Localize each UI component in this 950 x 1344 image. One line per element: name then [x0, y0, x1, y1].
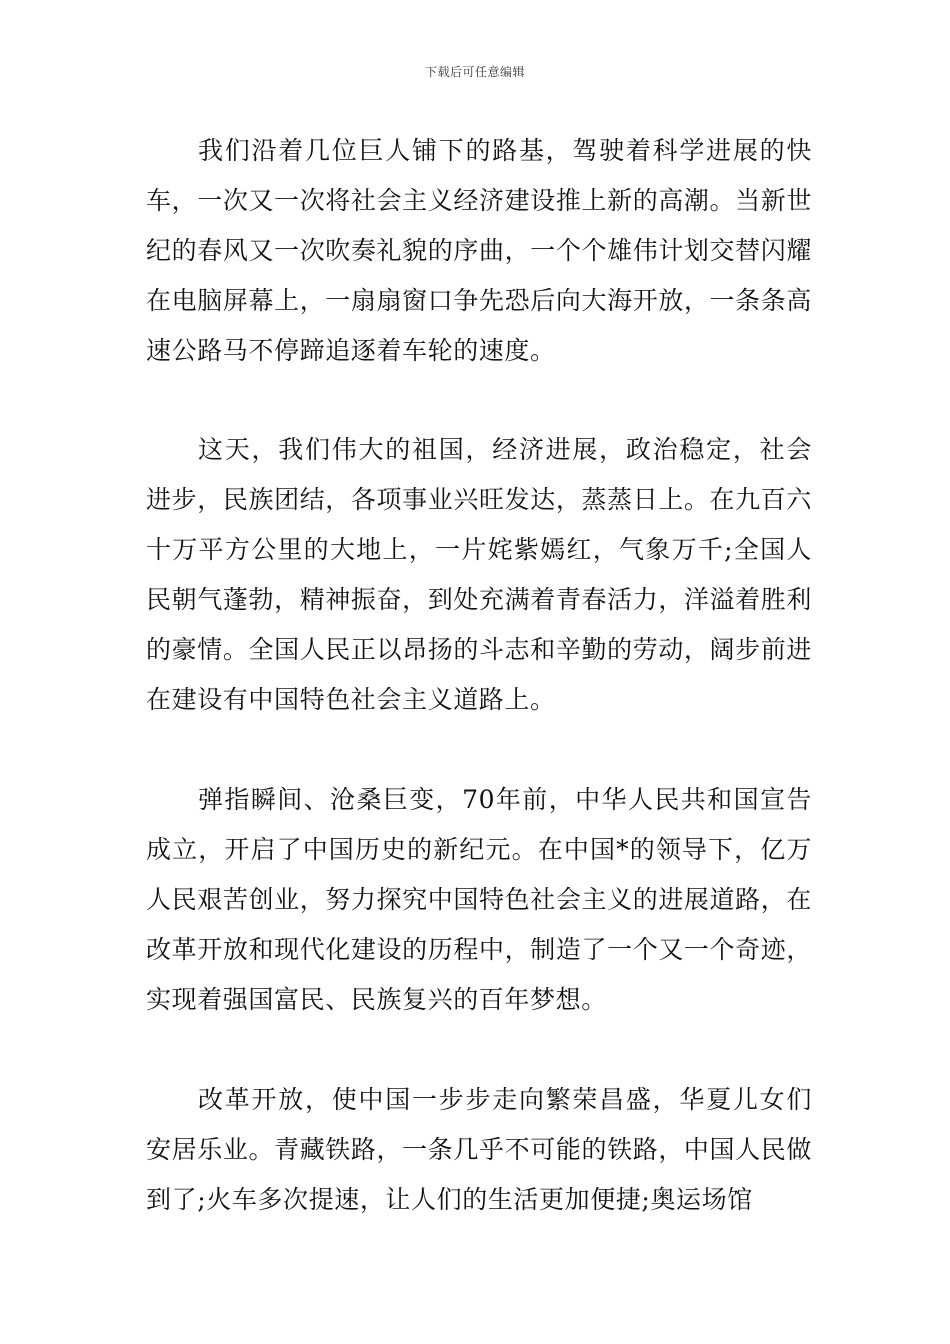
- body-paragraph-4: 改革开放，使中国一步步走向繁荣昌盛，华夏儿女们安居乐业。青藏铁路，一条几乎不可能的铁路，中国人民做到了;火车多次提速，让人们的生活更加便捷;奥运场馆: [146, 1085, 812, 1214]
- body-paragraph-1: 我们沿着几位巨人铺下的路基，驾驶着科学进展的快车，一次又一次将社会主义经济建设推上新的高潮。当新世纪的春风又一次吹奏礼貌的序曲，一个个雄伟计划交替闪耀在电脑屏幕上，一扇扇窗口争先恐后向大海开放，一条条高速公路马不停蹄追逐着车轮的速度。: [146, 136, 812, 365]
- body-paragraph-3: 弹指瞬间、沧桑巨变，70年前，中华人民共和国宣告成立，开启了中国历史的新纪元。在中国*的领导下，亿万人民艰苦创业，努力探究中国特色社会主义的进展道路，在改革开放和现代化建设的历程中，制造了一个又一个奇迹，实现着强国富民、民族复兴的百年梦想。: [146, 785, 812, 1014]
- body-paragraph-2: 这天，我们伟大的祖国，经济进展，政治稳定，社会进步，民族团结，各项事业兴旺发达，蒸蒸日上。在九百六十万平方公里的大地上，一片姹紫嫣红，气象万千;全国人民朝气蓬勃，精神振奋，到处充满着青春活力，洋溢着胜利的豪情。全国人民正以昂扬的斗志和辛勤的劳动，阔步前进在建设有中国特色社会主义道路上。: [146, 435, 812, 714]
- page-header-note: 下载后可任意编辑: [424, 65, 525, 79]
